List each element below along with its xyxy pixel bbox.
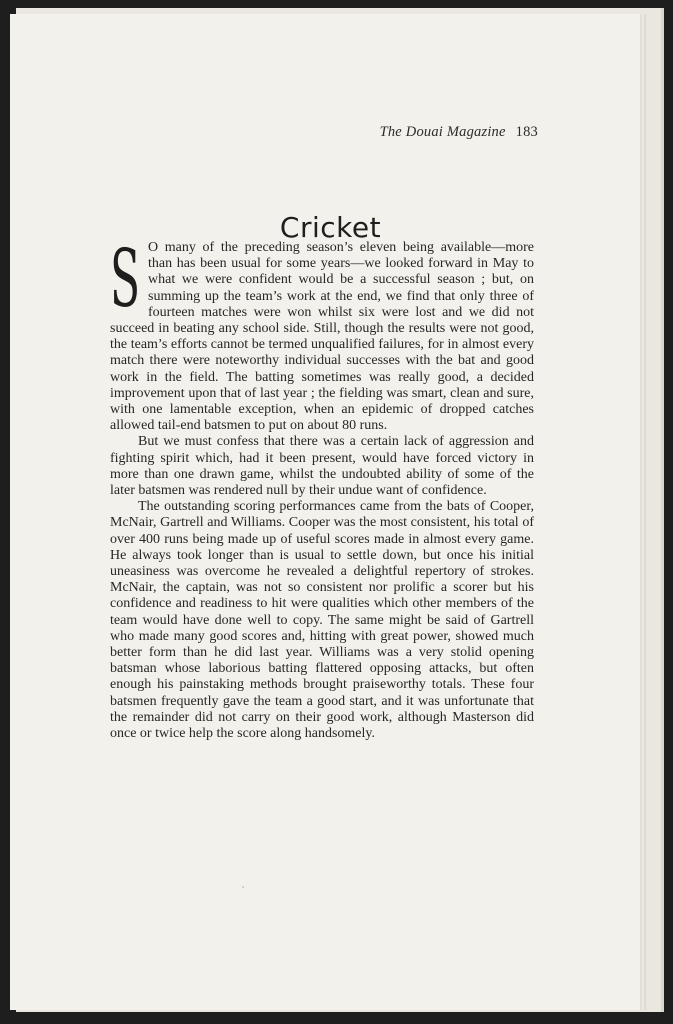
article-body xyxy=(110,232,534,742)
page-number: 183 xyxy=(515,124,538,140)
paragraph-1 xyxy=(110,232,534,434)
drop-cap: S xyxy=(110,232,141,325)
magazine-title: The Douai Magazine xyxy=(379,124,506,140)
running-head xyxy=(380,124,538,141)
paragraph-2: But we must confess that there was a certain lack of aggression and fighting spirit which, had it been present, would have forced victory in more than one drawn game, whilst the undoubted ability of some of the later batsmen was rendered null by their undue want of confidence. xyxy=(110,434,534,499)
paragraph-3: The outstanding scoring performances came from the bats of Cooper, McNair, Gartrell and Williams. Cooper was the most consistent, his total of over 400 runs being made up of useful scores made in almost every game. He always took longer than is usual to settle down, but once his initial uneasiness was overcome he revealed a delightful repertory of strokes. McNair, the captain, was not so consistent nor prolific a scorer but his confidence and readiness to hit were qualities which other members of the team would have done well to copy. The same might be said of Gartrell who made many good scores and, hitting with great power, showed much better form than he did last year. Williams was a very stolid opening batsman whose laborious batting flattered opposing attacks, but often enough his painstaking methods brought praiseworthy totals. These four batsmen frequently gave the team a good start, and it was unfortunate that the remainder did not carry on their good work, although Masterson did once or twice help the score along handsomely. xyxy=(110,499,534,742)
article-title: Cricket xyxy=(279,210,382,244)
paper-speck xyxy=(242,886,244,888)
paragraph-1-text: O many of the preceding season’s eleven being available—more than has been usual for some years—we looked forward in May to what we were confident would be a successful season ; but, on summing up the team’s work at the end, we find that only three of fourteen matches were won whilst six were lost and we did not succeed in beating any school side. Still, though the results were not good, the team’s efforts cannot be termed unqualified failures, for in almost every match there were noteworthy individual successes with the bat and good work in the field. The batting sometimes was really good, a decided improvement upon that of last year ; the fielding was smart, clean and sure, with one lamentable exception, when an epidemic of dropped catches allowed tail-end batsmen to put on about 80 runs. xyxy=(110,240,534,434)
